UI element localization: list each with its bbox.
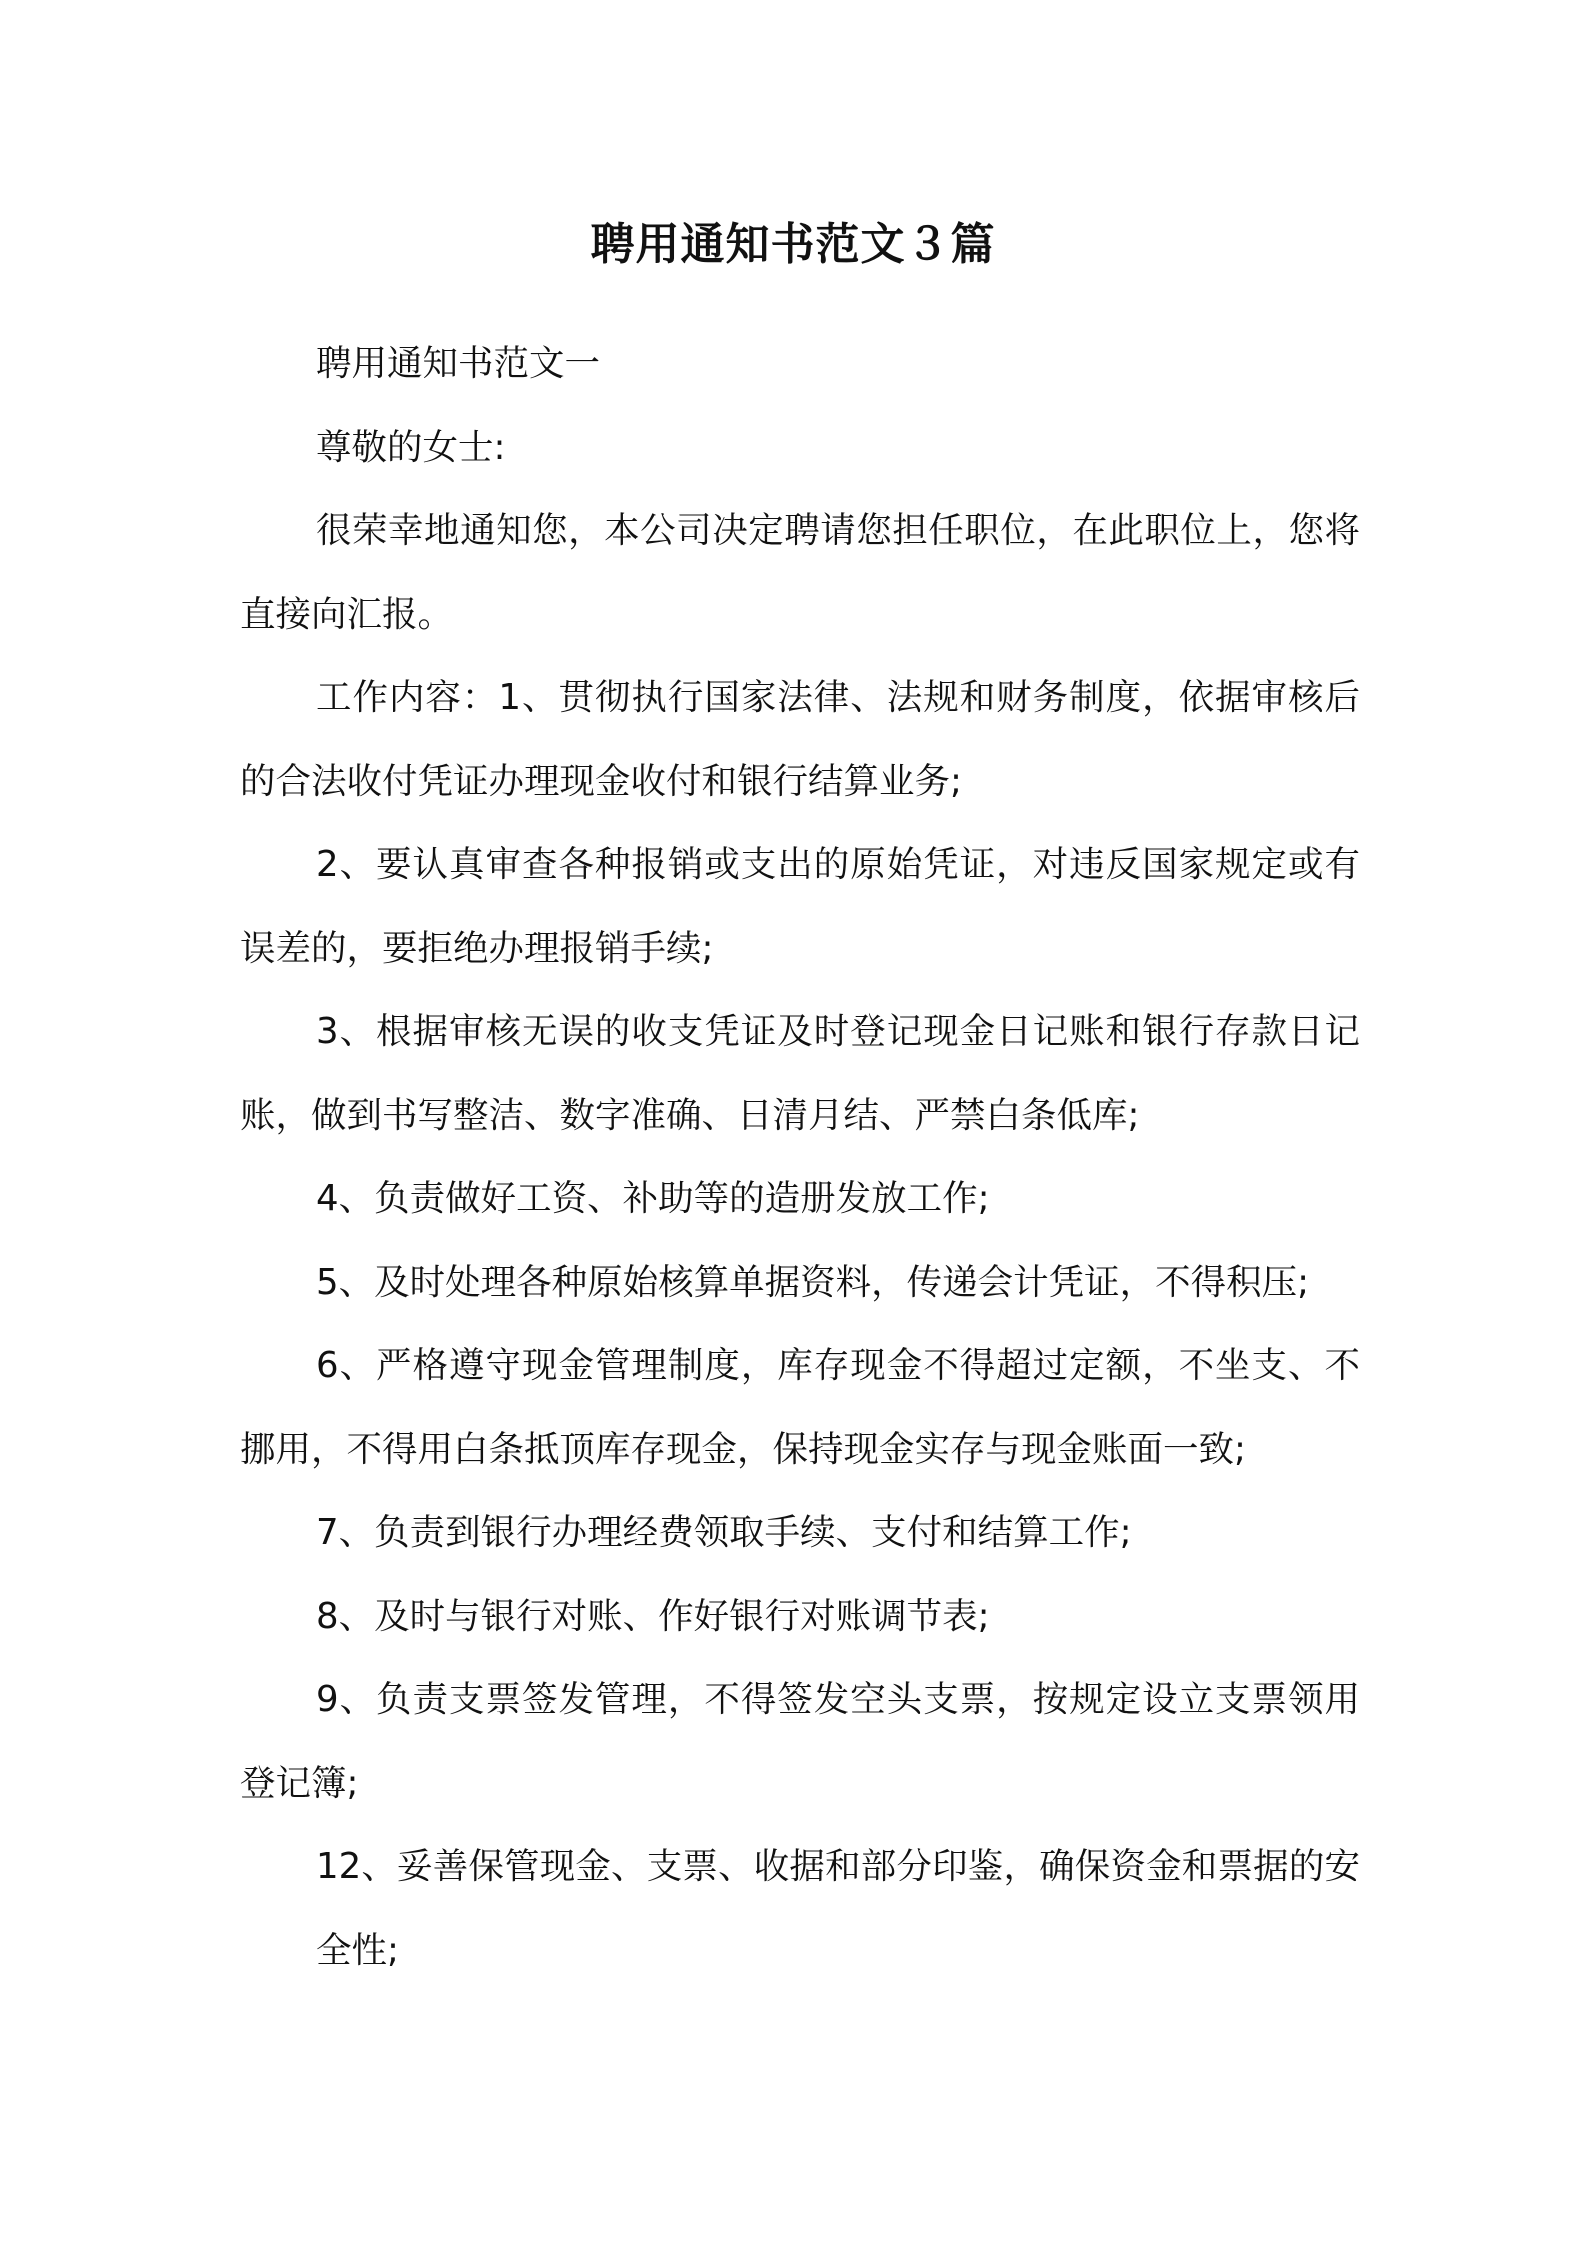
duty-item-3: 3、根据审核无误的收支凭证及时登记现金日记账和银行存款日记账，做到书写整洁、数字准确、日清月结、严禁白条低库; xyxy=(240,1011,1360,1136)
salutation: 尊敬的女士: xyxy=(316,426,506,468)
duty-item-6: 6、严格遵守现金管理制度，库存现金不得超过定额，不坐支、不挪用，不得用白条抵顶库存现金，保持现金实存与现金账面一致; xyxy=(240,1345,1360,1470)
section-heading: 聘用通知书范文一 xyxy=(316,343,601,384)
duty-item-7: 7、负责到银行办理经费领取手续、支付和结算工作; xyxy=(316,1512,1132,1553)
document-body xyxy=(240,322,1360,1992)
duty-item-8: 8、及时与银行对账、作好银行对账调节表; xyxy=(316,1595,990,1637)
duty-item-2: 2、要认真审查各种报销或支出的原始凭证，对违反国家规定或有误差的，要拒绝办理报销手续; xyxy=(240,844,1360,969)
duty-item-5: 5、及时处理各种原始核算单据资料，传递会计凭证，不得积压; xyxy=(316,1261,1310,1303)
duty-item-12: 12、妥善保管现金、支票、收据和部分印鉴，确保资金和票据的安全性; xyxy=(316,1846,1360,1971)
duty-item-1: 工作内容：1、贯彻执行国家法律、法规和财务制度，依据审核后的合法收付凭证办理现金收付和银行结算业务; xyxy=(240,677,1360,802)
duty-item-9: 9、负责支票签发管理，不得签发空头支票，按规定设立支票领用登记簿; xyxy=(240,1679,1360,1804)
document-title: 聘用通知书范文３篇 xyxy=(590,219,996,270)
duty-item-4: 4、负责做好工资、补助等的造册发放工作; xyxy=(316,1178,990,1219)
intro-paragraph: 很荣幸地通知您，本公司决定聘请您担任职位，在此职位上，您将直接向汇报。 xyxy=(240,510,1360,635)
